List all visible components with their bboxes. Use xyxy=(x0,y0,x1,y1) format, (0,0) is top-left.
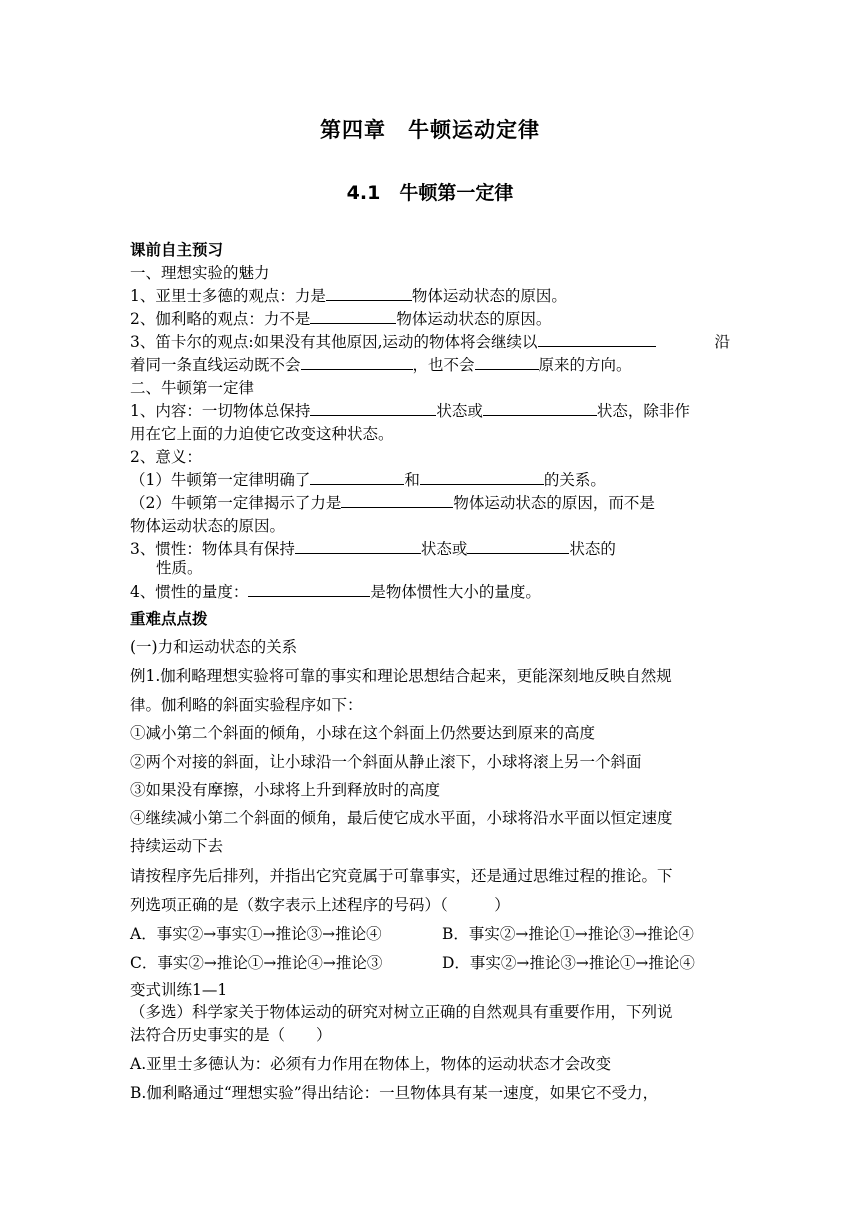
question-ask-line2: 列选项正确的是（数字表示上述程序的号码）（ ） xyxy=(130,896,510,914)
step-3: ③如果没有摩擦，小球将上升到释放时的高度 xyxy=(130,781,441,799)
fill-blank[interactable] xyxy=(538,332,656,347)
drill-title: 变式训练1—1 xyxy=(130,981,228,999)
subsection-1: (一)力和运动状态的关系 xyxy=(130,638,298,656)
fill-blank[interactable] xyxy=(475,355,539,370)
content-line1: 1、内容：一切物体总保持 状态或 状态，除非作 xyxy=(130,402,690,420)
drill-question-line1: （多选）科学家关于物体运动的研究对树立正确的自然观具有重要作用，下列说 xyxy=(130,1003,673,1021)
step-4-line2: 持续运动下去 xyxy=(130,837,224,855)
fill-blank[interactable] xyxy=(295,539,421,554)
option-b[interactable]: B．事实②→推论①→推论③→推论④ xyxy=(442,925,694,943)
option-d[interactable]: D．事实②→推论③→推论①→推论④ xyxy=(442,954,695,972)
section-title: 4.1 牛顿第一定律 xyxy=(346,182,514,204)
option-c[interactable]: C．事实②→推论①→推论④→推论③ xyxy=(130,954,383,972)
key-points-heading: 重难点点拨 xyxy=(130,610,208,628)
part2-title: 二、牛顿第一定律 xyxy=(130,379,255,397)
inertia-2: 4、惯性的量度： 是物体惯性大小的量度。 xyxy=(130,583,541,601)
fill-blank[interactable] xyxy=(310,401,436,416)
fill-blank[interactable] xyxy=(467,539,569,554)
drill-option-b[interactable]: B.伽利略通过“理想实验”得出结论：一旦物体具有某一速度，如果它不受力， xyxy=(130,1084,659,1102)
step-2: ②两个对接的斜面，让小球沿一个斜面从静止滚下，小球将滚上另一个斜面 xyxy=(130,753,642,771)
inertia-1-tail: 性质。 xyxy=(156,559,203,577)
fill-blank[interactable] xyxy=(248,582,370,597)
question-3-line1: 3、笛卡尔的观点:如果没有其他原因,运动的物体将会继续以 沿 xyxy=(130,333,730,351)
example-1-line2: 律。伽利略的斜面实验程序如下： xyxy=(130,696,363,714)
fill-blank[interactable] xyxy=(483,401,597,416)
fill-blank[interactable] xyxy=(310,309,396,324)
inertia-1: 3、惯性：物体具有保持 状态或 状态的 xyxy=(130,540,616,558)
drill-question-line2: 法符合历史事实的是（ ） xyxy=(130,1026,332,1044)
drill-option-a[interactable]: A.亚里士多德认为：必须有力作用在物体上，物体的运动状态才会改变 xyxy=(130,1055,612,1073)
step-4-line1: ④继续减小第二个斜面的倾角，最后使它成水平面，小球将沿水平面以恒定速度 xyxy=(130,809,673,827)
example-1-line1: 例1.伽利略理想实验将可靠的事实和理论思想结合起来，更能深刻地反映自然规 xyxy=(130,667,672,685)
content-line2: 用在它上面的力迫使它改变这种状态。 xyxy=(130,425,394,443)
preview-heading: 课前自主预习 xyxy=(130,241,224,259)
meaning-1: （1）牛顿第一定律明确了 和 的关系。 xyxy=(130,471,606,489)
question-1: 1、亚里士多德的观点：力是 物体运动状态的原因。 xyxy=(130,287,567,305)
fill-blank[interactable] xyxy=(301,355,413,370)
fill-blank[interactable] xyxy=(310,470,404,485)
question-2: 2、伽利略的观点：力不是 物体运动状态的原因。 xyxy=(130,310,552,328)
question-ask-line1: 请按程序先后排列，并指出它究竟属于可靠事实，还是通过思维过程的推论。下 xyxy=(130,867,673,885)
meaning-title: 2、意义： xyxy=(130,448,202,466)
chapter-title: 第四章 牛顿运动定律 xyxy=(320,118,540,142)
part1-title: 一、理想实验的魅力 xyxy=(130,264,270,282)
meaning-2-line2: 物体运动状态的原因。 xyxy=(130,517,286,535)
fill-blank[interactable] xyxy=(420,470,544,485)
question-3-line2: 着同一条直线运动既不会 ，也不会 原来的方向。 xyxy=(130,356,632,374)
fill-blank[interactable] xyxy=(341,493,453,508)
option-a[interactable]: A．事实②→事实①→推论③→推论④ xyxy=(130,925,382,943)
fill-blank[interactable] xyxy=(326,286,412,301)
step-1: ①减小第二个斜面的倾角，小球在这个斜面上仍然要达到原来的高度 xyxy=(130,724,596,742)
meaning-2-line1: （2）牛顿第一定律揭示了力是 物体运动状态的原因，而不是 xyxy=(130,494,655,512)
